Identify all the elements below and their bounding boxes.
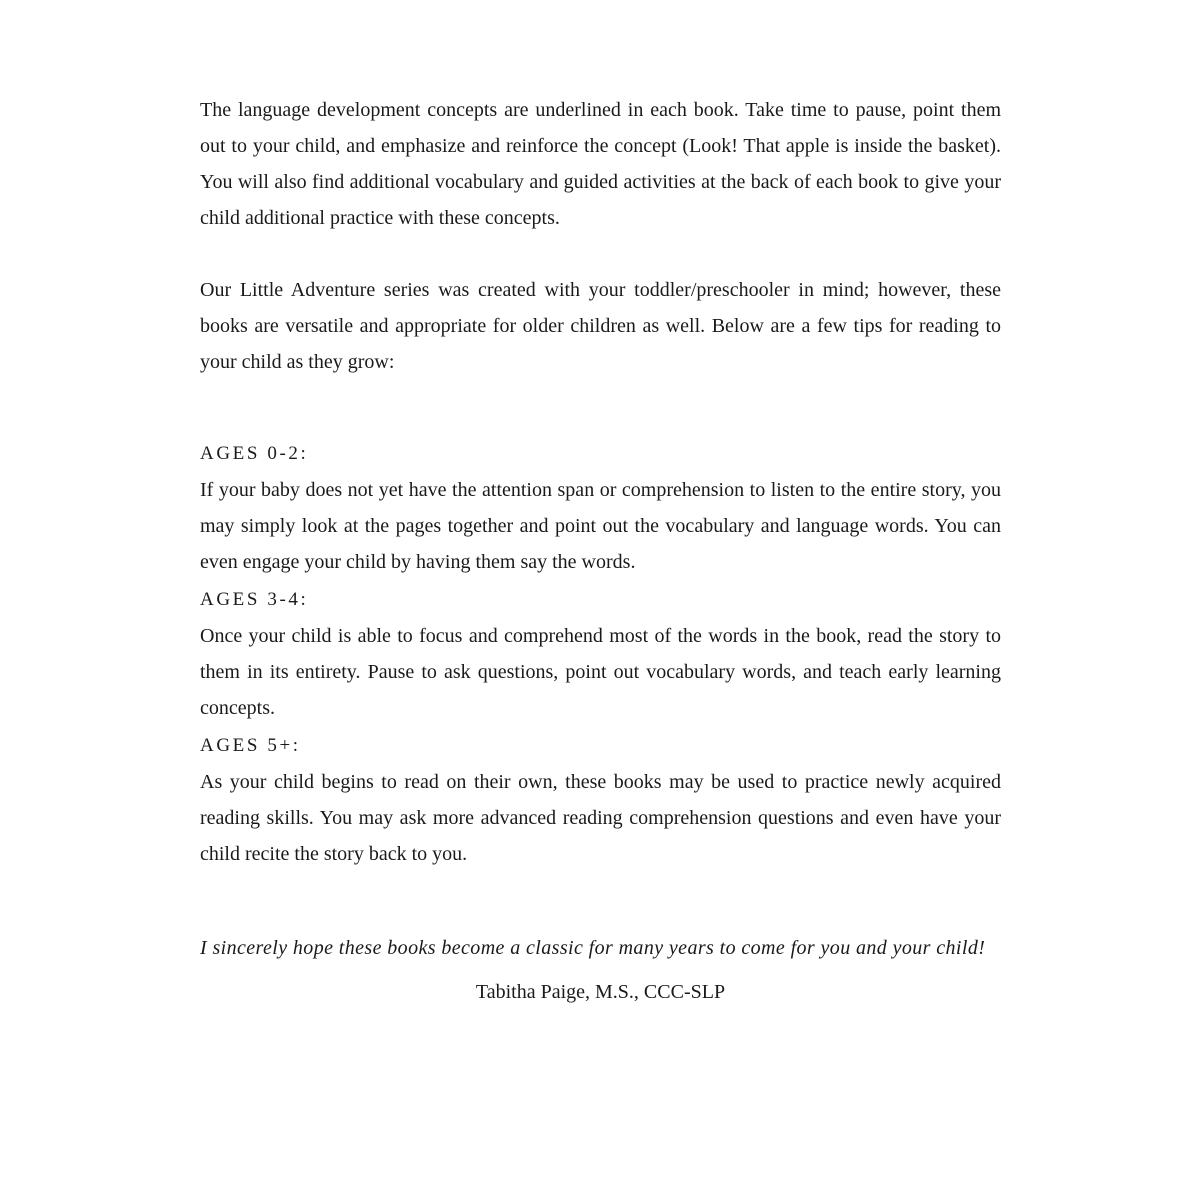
closing-message: I sincerely hope these books become a classic for many years to come for you and your child! [200,937,986,959]
age-heading: AGES 3-4: [200,589,309,610]
age-text: As your child begins to read on their own, these books may be used to practice newly acquired reading skills. You may ask more advanced reading comprehension questions and even have your child recite the story back to you. [200,771,1001,865]
age-heading: AGES 5+: [200,735,301,756]
age-section-0-2 [200,436,1001,580]
series-paragraph: Our Little Adventure series was created with your toddler/preschooler in mind; however, these books are versatile and appropriate for older children as well. Below are a few tips for reading to your child as they grow: [200,279,1001,373]
signature: Tabitha Paige, M.S., CCC-SLP [475,981,726,1003]
intro-paragraph: The language development concepts are underlined in each book. Take time to pause, point them out to your child, and emphasize and reinforce the concept (Look! That apple is inside the basket). You will also find additional vocabulary and guided activities at the back of each book to give your child additional practice with these concepts. [200,99,1001,229]
age-heading: AGES 0-2: [200,443,309,464]
age-text: If your baby does not yet have the attention span or comprehension to listen to the entire story, you may simply look at the pages together and point out the vocabulary and language words. You can even engage your child by having them say the words. [200,479,1001,573]
age-text: Once your child is able to focus and comprehend most of the words in the book, read the story to them in its entirety. Pause to ask questions, point out vocabulary words, and teach early learning concepts. [200,625,1001,719]
age-section-5-plus [200,728,1001,872]
document-page [200,92,1001,1010]
age-section-3-4 [200,582,1001,726]
